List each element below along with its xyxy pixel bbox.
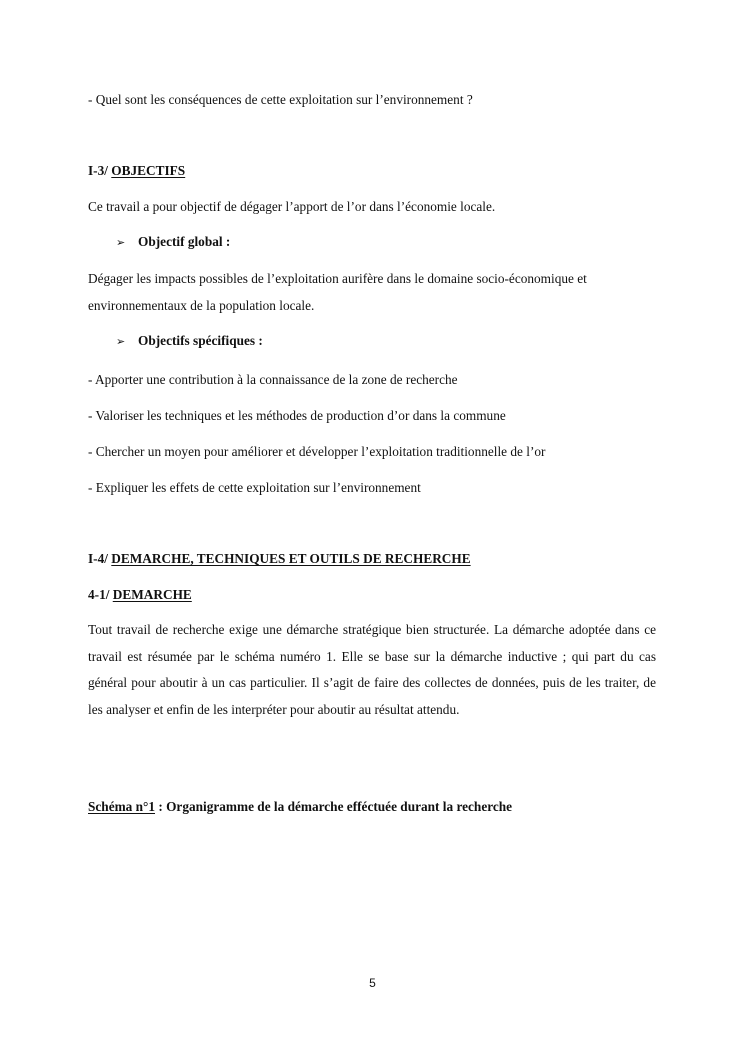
bullet-heading-label: Objectifs spécifiques :	[138, 333, 263, 348]
schema-caption-text: : Organigramme de la démarche efféctuée durant la recherche	[155, 799, 513, 814]
arrow-bullet-icon: ➢	[116, 335, 126, 348]
objectif-global-heading	[116, 233, 230, 252]
objectifs-specifiques-heading	[116, 332, 263, 351]
section-number: I-4/	[88, 551, 112, 566]
section-title: OBJECTIFS	[111, 163, 186, 178]
section-heading-objectifs	[88, 162, 656, 180]
subsection-heading-demarche	[88, 586, 656, 604]
schema-label: Schéma n°1	[88, 799, 156, 814]
section-number: I-3/	[88, 163, 112, 178]
list-item: - Chercher un moyen pour améliorer et développer l’exploitation traditionnelle de l’or	[88, 444, 546, 459]
research-question: - Quel sont les conséquences de cette exploitation sur l’environnement ?	[88, 92, 473, 107]
objectifs-intro: Ce travail a pour objectif de dégager l’apport de l’or dans l’économie locale.	[88, 199, 496, 214]
subsection-title: DEMARCHE	[112, 587, 192, 602]
section-title: DEMARCHE, TECHNIQUES ET OUTILS DE RECHERCHE	[111, 551, 471, 566]
subsection-number: 4-1/	[88, 587, 113, 602]
bullet-heading-label: Objectif global :	[138, 234, 231, 249]
demarche-paragraph: Tout travail de recherche exige une démarche stratégique bien structurée. La démarche adoptée dans ce travail est résumée par le schéma numéro 1. Elle se base sur la démarche inductive ; qui part du cas général pour aboutir à un cas particulier. Il s’agit de faire des collectes de données, puis de les traiter, de les analyser et enfin de les interpréter pour aboutir au résultat attendu.	[88, 622, 656, 717]
list-item: - Expliquer les effets de cette exploitation sur l’environnement	[88, 480, 421, 495]
page-number: 5	[369, 976, 376, 990]
schema-caption	[88, 798, 656, 816]
objectif-global-text: Dégager les impacts possibles de l’exploitation aurifère dans le domaine socio-économique et environnementaux de la population locale.	[88, 271, 587, 313]
list-item: - Apporter une contribution à la connaissance de la zone de recherche	[88, 372, 458, 387]
section-heading-demarche-techniques	[88, 550, 656, 568]
list-item: - Valoriser les techniques et les méthodes de production d’or dans la commune	[88, 408, 506, 423]
arrow-bullet-icon: ➢	[116, 236, 126, 249]
